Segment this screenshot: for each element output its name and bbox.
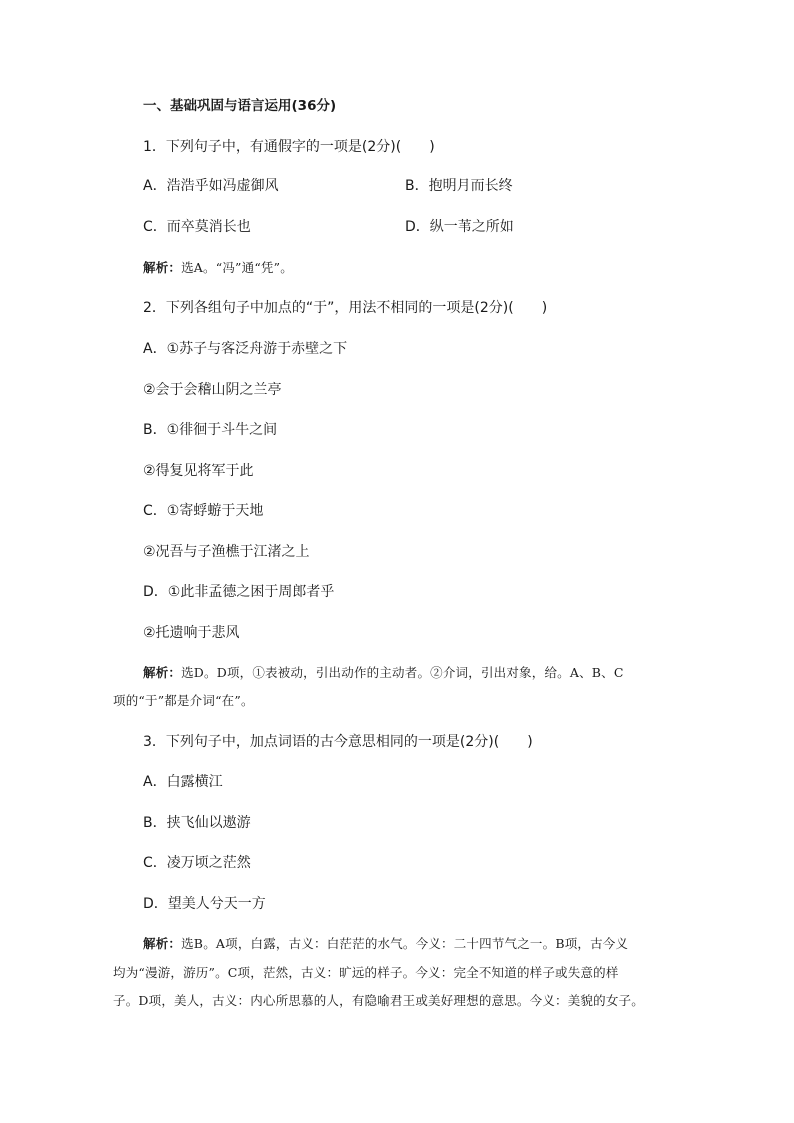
question-3-stem: 3．下列句子中，加点词语的古今意思相同的一项是(2分)( ) bbox=[143, 734, 533, 750]
analysis-text: 选D。D项，①表被动，引出动作的主动者。②介词，引出对象，给。A、B、C bbox=[181, 665, 624, 680]
question-1-analysis bbox=[143, 258, 293, 278]
question-3-analysis-line-1 bbox=[143, 934, 628, 954]
question-3-option-b: B．挟飞仙以遨游 bbox=[143, 815, 251, 831]
question-2-option-b2: ②得复见将军于此 bbox=[143, 463, 254, 479]
analysis-lead: 解析： bbox=[143, 665, 182, 680]
question-1-option-d: D．纵一苇之所如 bbox=[405, 219, 514, 235]
question-2-option-a1: A．①苏子与客泛舟游于赤壁之下 bbox=[143, 341, 348, 357]
question-1-stem: 1．下列句子中，有通假字的一项是(2分)( ) bbox=[143, 139, 435, 155]
question-1-option-a: A．浩浩乎如冯虚御风 bbox=[143, 178, 279, 194]
analysis-text: 选A。“冯”通“凭”。 bbox=[181, 260, 293, 275]
question-2-option-d2: ②托遗响于悲风 bbox=[143, 625, 240, 641]
question-1-option-b: B．抱明月而长终 bbox=[405, 178, 513, 194]
question-3-option-a: A．白露横江 bbox=[143, 774, 223, 790]
question-3-analysis-line-2: 均为“漫游，游历”。C项，茫然，古义：旷远的样子。今义：完全不知道的样子或失意的样 bbox=[113, 965, 619, 980]
question-2-option-b1: B．①徘徊于斗牛之间 bbox=[143, 422, 278, 438]
section-heading: 一、基础巩固与语言运用(36分) bbox=[143, 98, 337, 114]
question-2-option-c1: C．①寄蜉蝣于天地 bbox=[143, 503, 264, 519]
analysis-lead: 解析： bbox=[143, 260, 182, 275]
analysis-text: 选B。A项，白露，古义：白茫茫的水气。今义：二十四节气之一。B项，古今义 bbox=[181, 936, 629, 951]
analysis-lead: 解析： bbox=[143, 936, 182, 951]
question-2-option-c2: ②况吾与子渔樵于江渚之上 bbox=[143, 544, 310, 560]
question-2-option-d1: D．①此非孟德之困于周郎者乎 bbox=[143, 584, 335, 600]
question-2-analysis-line-1 bbox=[143, 663, 624, 683]
question-1-option-c: C．而卒莫消长也 bbox=[143, 219, 251, 235]
question-2-stem: 2．下列各组句子中加点的“于”，用法不相同的一项是(2分)( ) bbox=[143, 300, 548, 316]
question-3-option-c: C．凌万顷之茫然 bbox=[143, 855, 251, 871]
question-3-analysis-line-3: 子。D项，美人，古义：内心所思慕的人，有隐喻君王或美好理想的意思。今义：美貌的女子。 bbox=[113, 993, 644, 1008]
question-3-option-d: D．望美人兮天一方 bbox=[143, 896, 266, 912]
question-2-analysis-line-2: 项的“于”都是介词“在”。 bbox=[113, 693, 254, 708]
question-2-option-a2: ②会于会稽山阴之兰亭 bbox=[143, 382, 282, 398]
